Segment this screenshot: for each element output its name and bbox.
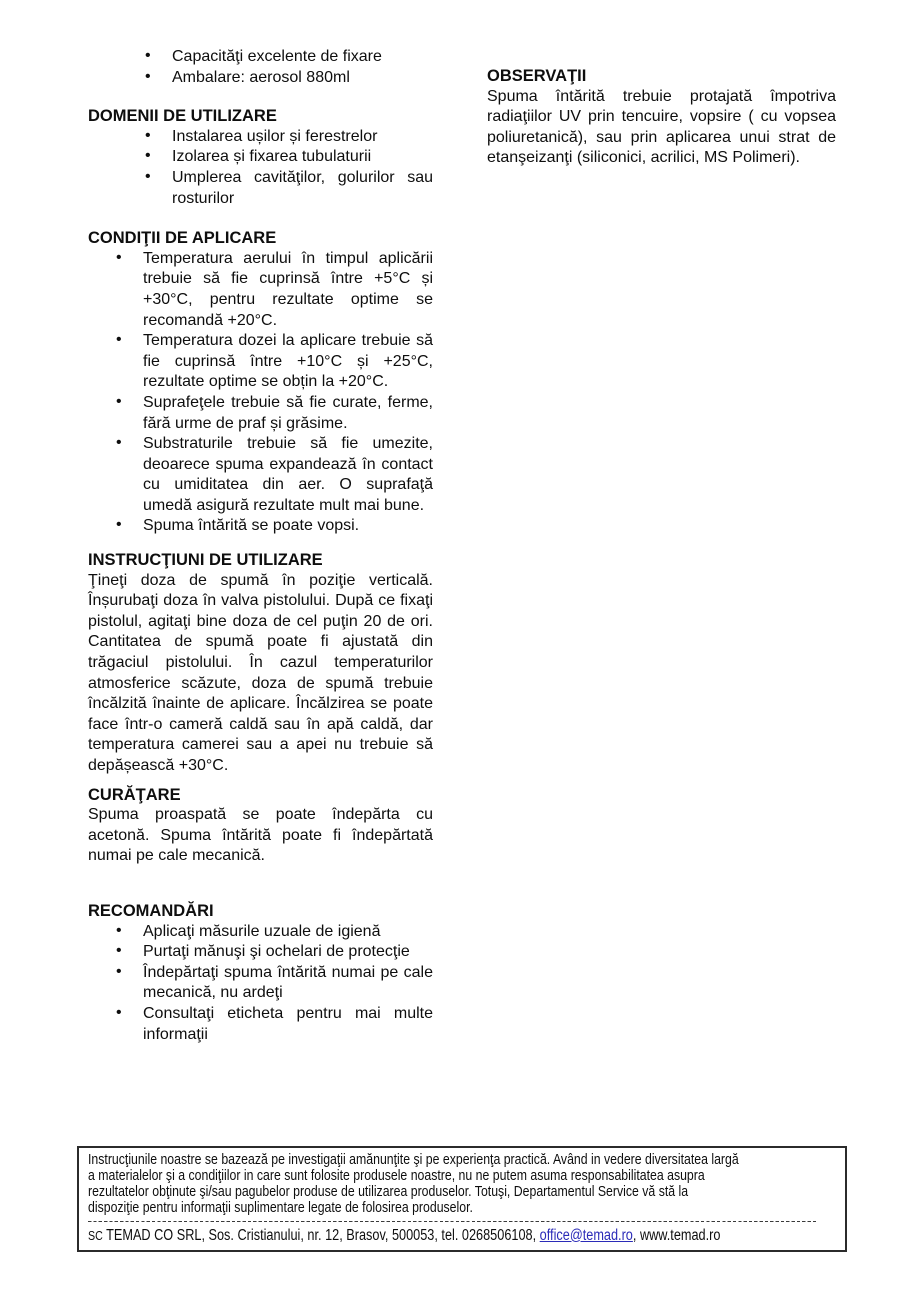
bullet-item: • Capacităţi excelente de fixare — [88, 47, 433, 68]
company-sc-prefix: SC — [88, 1227, 103, 1243]
disclaimer-line: dispoziţie pentru informaţii suplimentare legate de folosirea produselor. — [88, 1198, 473, 1216]
recomandari-bullet-list — [88, 922, 433, 1046]
bullet-item: • Temperatura dozei la aplicare trebuie să fie cuprinsă între +10°C și +25°C, rezultate optime se obțin la +20°C. — [88, 331, 433, 393]
observatii-heading: OBSERVAŢII — [487, 67, 587, 85]
bullet-item: • Spuma întărită se poate vopsi. — [88, 516, 433, 537]
recomandari-heading: RECOMANDĂRI — [88, 901, 214, 920]
bullet-item: • Consultaţi eticheta pentru mai multe informaţii — [88, 1004, 433, 1045]
curatare-heading: CURĂŢARE — [88, 785, 181, 804]
company-address-text: TEMAD CO SRL, Sos. Cristianului, nr. 12, Brasov, 500053, tel. 0268506108, — [102, 1226, 540, 1244]
disclaimer-box — [77, 1146, 847, 1252]
disclaimer-line: rezultatelor obţinute şi/sau pagubelor produse de utilizarea produselor. Totuşi, Departamentul Service vă stă la — [88, 1182, 689, 1200]
left-column — [88, 47, 433, 1045]
bullet-item: • Purtaţi mănuşi şi ochelari de protecţie — [88, 942, 433, 963]
bullet-item: • Instalarea ușilor și ferestrelor — [88, 127, 433, 148]
footer-narrow-text — [88, 1152, 824, 1245]
disclaimer-line: a materialelor şi a condiţiilor in care sunt folosite produsele noastre, nu ne putem asuma responsabilitatea asupra — [88, 1166, 705, 1184]
conditii-bullet-list — [88, 249, 433, 537]
bullet-item: • Izolarea și fixarea tubulaturii — [88, 147, 433, 168]
intro-bullet-list — [88, 47, 433, 88]
dashed-divider — [88, 1221, 817, 1223]
instructiuni-heading: INSTRUCŢIUNI DE UTILIZARE — [88, 551, 323, 570]
bullet-item: • Îndepărtaţi spuma întărită numai pe cale mecanică, nu ardeţi — [88, 963, 433, 1004]
bullet-item: • Substraturile trebuie să fie umezite, deoarece spuma expandează în contact cu umiditatea din aer. O suprafaţă umedă asigură rezultate mult mai bune. — [88, 434, 433, 516]
bullet-item: • Aplicaţi măsurile uzuale de igienă — [88, 922, 433, 943]
disclaimer-line: Instrucţiunile noastre se bazează pe investigaţii amănunţite şi pe experienţa practică. Având in vedere diversitatea largă — [88, 1151, 739, 1168]
instructiuni-paragraph: Ţineţi doza de spumă în poziţie verticală. Înșurubaţi doza în valva pistolului. După ce fixaţi pistolul, agitaţi bine doza de cel puţin 20 de ori. Cantitatea de spumă poate fi ajustată din trăgaciul pistolului. În cazul temperaturilor atmosferice scăzute, doza de spumă trebuie încălzită înainte de aplicare. Încălzirea se poate face într-o cameră caldă sau în apă caldă, dar temperatura camerei sau a apei nu trebuie să depășească +30°C. — [88, 571, 433, 774]
company-website-text: , www.temad.ro — [632, 1226, 721, 1244]
domenii-heading: DOMENII DE UTILIZARE — [88, 107, 277, 126]
bullet-item: • Umplerea cavităţilor, golurilor sau rosturilor — [88, 168, 433, 209]
bullet-item: • Temperatura aerului în timpul aplicării trebuie să fie cuprinsă între +5°C și +30°C, pentru rezultate optime se recomandă +20°C. — [88, 249, 433, 331]
conditii-heading: CONDIŢII DE APLICARE — [88, 229, 277, 248]
email-link[interactable]: office@temad.ro — [539, 1226, 633, 1244]
curatare-paragraph: Spuma proaspată se poate îndepărta cu acetonă. Spuma întărită poate fi îndepărtată numai pe cale mecanică. — [88, 806, 433, 865]
observatii-paragraph: Spuma întărită trebuie protajată împotriva radiaţiilor UV prin tencuire, vopsire ( cu vopsea poliuretanică), sau prin aplicarea unui strat de etanşeizanţi (siliconici, acrilici, MS Polimeri). — [487, 87, 836, 167]
right-column — [487, 66, 836, 169]
bullet-item: • Ambalare: aerosol 880ml — [88, 68, 433, 89]
company-info-line — [88, 1226, 824, 1245]
bullet-item: • Suprafeţele trebuie să fie curate, ferme, fără urme de praf și grăsime. — [88, 393, 433, 434]
domenii-bullet-list — [88, 127, 433, 209]
